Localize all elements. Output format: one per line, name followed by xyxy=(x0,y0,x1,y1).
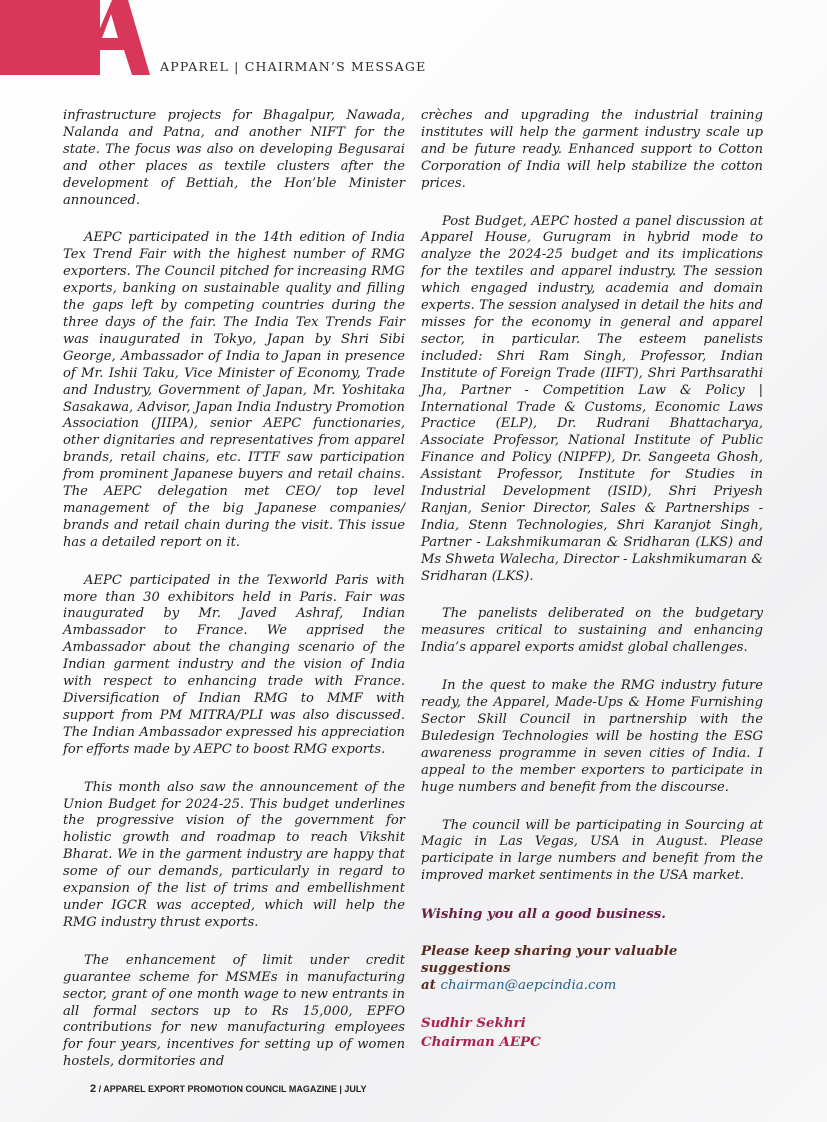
footer-text: / APPAREL EXPORT PROMOTION COUNCIL MAGAZINE | JULY xyxy=(98,1084,367,1094)
magazine-logo xyxy=(0,0,155,75)
paragraph: crèches and upgrading the industrial training institutes will help the garment industry scale up and be future ready. Enhanced support to Cotton Corporation of India will help stabilize the cotton prices. xyxy=(421,108,763,191)
page-footer xyxy=(90,1083,367,1095)
paragraph: The enhancement of limit under credit guarantee scheme for MSMEs in manufacturing sector, grant of one month wage to new entrants in all formal sectors up to Rs 15,000, EPFO contributions for new manufacturing employees for four years, incentives for setting up of women hostels, dormitories and xyxy=(63,952,405,1070)
closing-suggestion xyxy=(421,943,763,994)
paragraph: Post Budget, AEPC hosted a panel discussion at Apparel House, Gurugram in hybrid mode to analyze the 2024-25 budget and its implications for the textiles and apparel industry. The session which engaged industry, academia and domain experts. The session analysed in detail the hits and misses for the economy in general and apparel sector, in particular. The esteem panelists included: Shri Ram Singh, Professor, Indian Institute of Foreign Trade (IIFT), Shri Parthsarathi Jha, Partner - Competition Law & Policy | International Trade & Customs, Economic Laws Practice (ELP), Dr. Rudrani Bhattacharya, Associate Professor, National Institute of Public Finance and Policy (NIPFP), Dr. Sangeeta Ghosh, Assistant Professor, Institute for Studies in Industrial Development (ISID), Shri Priyesh Ranjan, Senior Director, Sales & Partnerships - India, Stenn Technologies, Shri Karanjot Singh, Partner - Lakshmikumaran & Sridharan (LKS) and Ms Shweta Walecha, Director - Lakshmikumaran & Sridharan (LKS). xyxy=(421,213,763,584)
paragraph: The council will be participating in Sourcing at Magic in Las Vegas, USA in August. Please participate in large numbers and benefit from the improved market sentiments in the USA market. xyxy=(421,817,763,884)
paragraph: infrastructure projects for Bhagalpur, Nawada, Nalanda and Patna, and another NIFT for the state. The focus was also on developing Begusarai and other places as textile clusters after the development of Bettiah, the Hon’ble Minister announced. xyxy=(63,108,405,208)
signature xyxy=(421,1014,763,1052)
paragraph: The panelists deliberated on the budgetary measures critical to sustaining and enhancing India’s apparel exports amidst global challenges. xyxy=(421,606,763,656)
suggestion-at: at xyxy=(421,977,436,994)
email-link[interactable]: chairman@aepcindia.com xyxy=(440,978,617,994)
paragraph: In the quest to make the RMG industry future ready, the Apparel, Made-Ups & Home Furnishing Sector Skill Council in partnership with the Buledesign Technologies will be hosting the ESG awareness programme in seven cities of India. I appeal to the member exporters to participate in huge numbers and benefit from the discourse. xyxy=(421,678,763,795)
suggestion-text: Please keep sharing your valuable suggestions xyxy=(421,943,678,977)
right-column xyxy=(421,108,763,1052)
paragraph: This month also saw the announcement of the Union Budget for 2024-25. This budget underlines the progressive vision of the government for holistic growth and roadmap to reach Vikshit Bharat. We in the garment industry are happy that some of our demands, particularly in regard to expansion of the list of trims and embellishment under IGCR was accepted, which will help the RMG industry thrust exports. xyxy=(63,779,405,930)
page-number: 2 xyxy=(90,1083,97,1095)
left-column xyxy=(63,108,405,1092)
closing-wish: Wishing you all a good business. xyxy=(421,906,666,923)
paragraph: AEPC participated in the 14th edition of India Tex Trend Fair with the highest number of RMG exporters. The Council pitched for increasing RMG exports, banking on sustainable quality and filling the gaps left by competing countries during the three days of the fair. The India Tex Trends Fair was inaugurated in Tokyo, Japan by Shri Sibi George, Ambassador of India to Japan in presence of Mr. Ishii Taku, Vice Minister of Economy, Trade and Industry, Government of Japan, Mr. Yoshitaka Sasakawa, Advisor, Japan India Industry Promotion Association (JIIPA), senior AEPC functionaries, other dignitaries and representatives from apparel brands, retail chains, etc. ITTF saw participation from prominent Japanese buyers and retail chains. The AEPC delegation met CEO/ top level management of the big Japanese companies/ brands and retail chain during the visit. This issue has a detailed report on it. xyxy=(63,230,405,550)
signatory-name: Sudhir Sekhri xyxy=(421,1015,526,1032)
section-label: APPAREL | CHAIRMAN’S MESSAGE xyxy=(160,59,427,74)
paragraph: AEPC participated in the Texworld Paris with more than 30 exhibitors held in Paris. Fair was inaugurated by Mr. Javed Ashraf, Indian Ambassador to France. We apprised the Ambassador about the changing scenario of the Indian garment industry and the vision of India with respect to enhancing trade with France. Diversification of Indian RMG to MMF with support from PM MITRA/PLI was also discussed. The Indian Ambassador expressed his appreciation for efforts made by AEPC to boost RMG exports. xyxy=(63,572,405,757)
signatory-title: Chairman AEPC xyxy=(421,1034,541,1051)
